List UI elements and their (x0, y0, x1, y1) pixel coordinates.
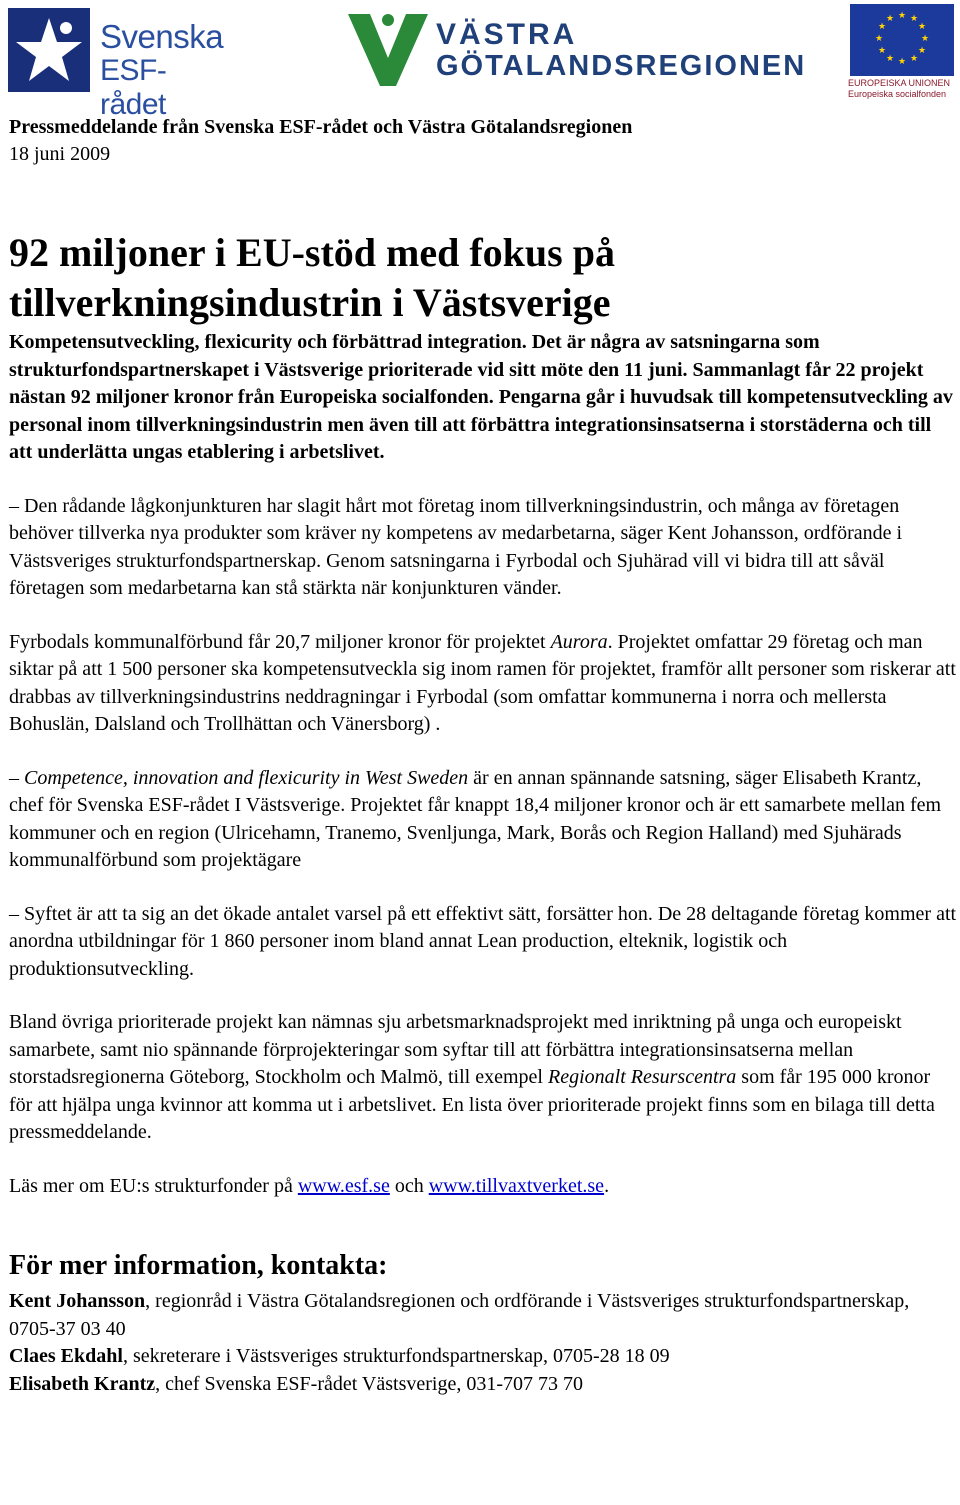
vgr-logo-line1: VÄSTRA (436, 18, 578, 51)
paragraph-5-text-a: Bland övriga prioriterade projekt kan nämnas sju arbetsmarknadsprojekt med inriktning på unga och europeiskt samarbete, samt nio spännande förprojekteringar som syftar till att förbättra integrationsinsatserna mellan storstadsregionerna Göteborg, Stockholm och Malmö, till exempel (9, 1011, 902, 1088)
lead-paragraph: Kompetensutveckling, flexicurity och förbättrad integration. Det är några av satsningarna som strukturfondspartnerskapet i Västsverige prioriterade vid sitt möte den 11 juni. Sammanlagt får 22 projekt nästan 92 miljoner kronor från Europeiska socialfonden. Pengarna går i huvudsak till kompetensutveckling av personal inom tillverkningsindustrin men även till att förbättra integrationsinsatserna i storstäderna och till att underlätta ungas etablering i arbetslivet. (9, 331, 953, 463)
svg-text:★: ★ (909, 54, 919, 64)
paragraph-2-text-b: . Projektet omfattar 29 företag och man siktar på att 1 500 personer ska kompetensutveckla sig inom ramen för projektet, framför allt personer som riskerar att drabbas av tillverkningsindustrins neddragningar i Fyrbodal (som omfattar kommunerna i norra och mellersta Bohuslän, Dalsland och Trollhättan och Vänersborg) . (9, 630, 956, 735)
svg-text:★: ★ (874, 34, 884, 44)
paragraph-2-text-a: Fyrbodals kommunalförbund får 20,7 miljoner kronor för projektet (9, 630, 551, 653)
svg-text:★: ★ (917, 22, 927, 32)
project-name-regionalt: Regionalt Resurscentra (547, 1066, 737, 1088)
press-date: 18 juni 2009 (9, 143, 111, 165)
paragraph-5-text-b: som får 195 000 kronor för att hjälpa unga kvinnor att komma ut i arbetslivet. En lista över prioriterade projekt finns som en bilaga till detta pressmeddelande. (9, 1066, 935, 1143)
paragraph-5 (9, 1009, 957, 1147)
contact-desc-1: , regionråd i Västra Götalandsregionen och ordförande i Västsveriges strukturfondspartnerskap, 0705-37 03 40 (9, 1290, 910, 1340)
svg-text:★: ★ (917, 46, 927, 56)
svg-text:★: ★ (920, 34, 930, 44)
contact-desc-3: , chef Svenska ESF-rådet Västsverige, 031-707 73 70 (155, 1372, 584, 1395)
paragraph-3-text: är en annan spännande satsning, säger Elisabeth Krantz, chef för Svenska ESF-rådet I Västsverige. Projektet får knappt 18,4 miljoner kronor och är ett samarbete mellan fem kommuner och en region (Ulricehamn, Tranemo, Svenljunga, Mark, Borås och Region Halland) med Sjuhärads kommunalförbund som projektägare (9, 766, 942, 871)
svg-text:★: ★ (897, 11, 907, 21)
esf-logo (8, 8, 224, 121)
paragraph-6 (9, 1173, 957, 1201)
eu-logo-line2: Europeiska socialfonden (848, 89, 947, 99)
paragraph-3 (9, 765, 957, 875)
logo-bar (0, 0, 960, 121)
paragraph-6-text-end: . (604, 1174, 610, 1197)
svg-text:★: ★ (877, 22, 887, 32)
vgr-emblem-icon (344, 6, 434, 92)
svg-text:★: ★ (897, 57, 907, 67)
paragraph-6-text-mid: och (389, 1174, 429, 1197)
eu-flag-icon (850, 4, 954, 76)
contact-name-1: Kent Johansson (9, 1290, 146, 1312)
paragraph-3-dash: – (9, 766, 24, 789)
paragraph-6-text-a: Läs mer om EU:s strukturfonder på (9, 1174, 298, 1197)
svg-text:★: ★ (885, 54, 895, 64)
eu-logo-line1: EUROPEISKA UNIONEN (848, 78, 951, 88)
esf-logo-line2: ESF-rådet (100, 54, 167, 121)
contact-name-3: Elisabeth Krantz (9, 1372, 156, 1395)
esf-star-icon (8, 8, 90, 92)
press-source: Pressmeddelande från Svenska ESF-rådet och Västra Götalandsregionen (9, 116, 633, 138)
vgr-logo (344, 6, 807, 96)
page-title: 92 miljoner i EU-stöd med fokus på tillverkningsindustrin i Västsverige (9, 230, 615, 325)
contact-list (9, 1288, 957, 1398)
contact-desc-2: , sekreterare i Västsveriges strukturfondspartnerskap, 0705-28 18 09 (122, 1345, 670, 1367)
svg-text:★: ★ (885, 14, 895, 24)
esf-link[interactable]: www.esf.se (297, 1174, 390, 1197)
contact-heading: För mer information, kontakta: (9, 1250, 388, 1281)
paragraph-4: – Syftet är att ta sig an det ökade antalet varsel på ett effektivt sätt, forsätter hon. De 28 deltagande företag kommer att anordna utbildningar för 1 860 personer inom bland annat Lean production, elteknik, logistik och produktionsutveckling. (9, 902, 957, 980)
project-name-aurora: Aurora (550, 630, 608, 653)
press-release (9, 114, 957, 1398)
svg-text:★: ★ (909, 14, 919, 24)
project-name-competence: Competence, innovation and flexicurity in West Sweden (24, 766, 469, 789)
svg-text:★: ★ (877, 46, 887, 56)
paragraph-2 (9, 629, 957, 739)
esf-logo-line1: Svenska (100, 18, 224, 55)
vgr-logo-line2: GÖTALANDSREGIONEN (436, 50, 807, 82)
tillvaxtverket-link[interactable]: www.tillvaxtverket.se (428, 1174, 605, 1197)
eu-logo (848, 4, 956, 100)
contact-name-2: Claes Ekdahl (9, 1345, 123, 1367)
paragraph-1: – Den rådande lågkonjunkturen har slagit hårt mot företag inom tillverkningsindustrin, och många av företagen behöver tillverka nya produkter som kräver ny kompetens av medarbetarna, säger Kent Johansson, ordförande i Västsveriges strukturfondspartnerskap. Genom satsningarna i Fyrbodal och Sjuhärad vill vi bidra till att såväl företagen som medarbetarna kan stå stärkta när konjunkturen vänder. (9, 494, 903, 599)
